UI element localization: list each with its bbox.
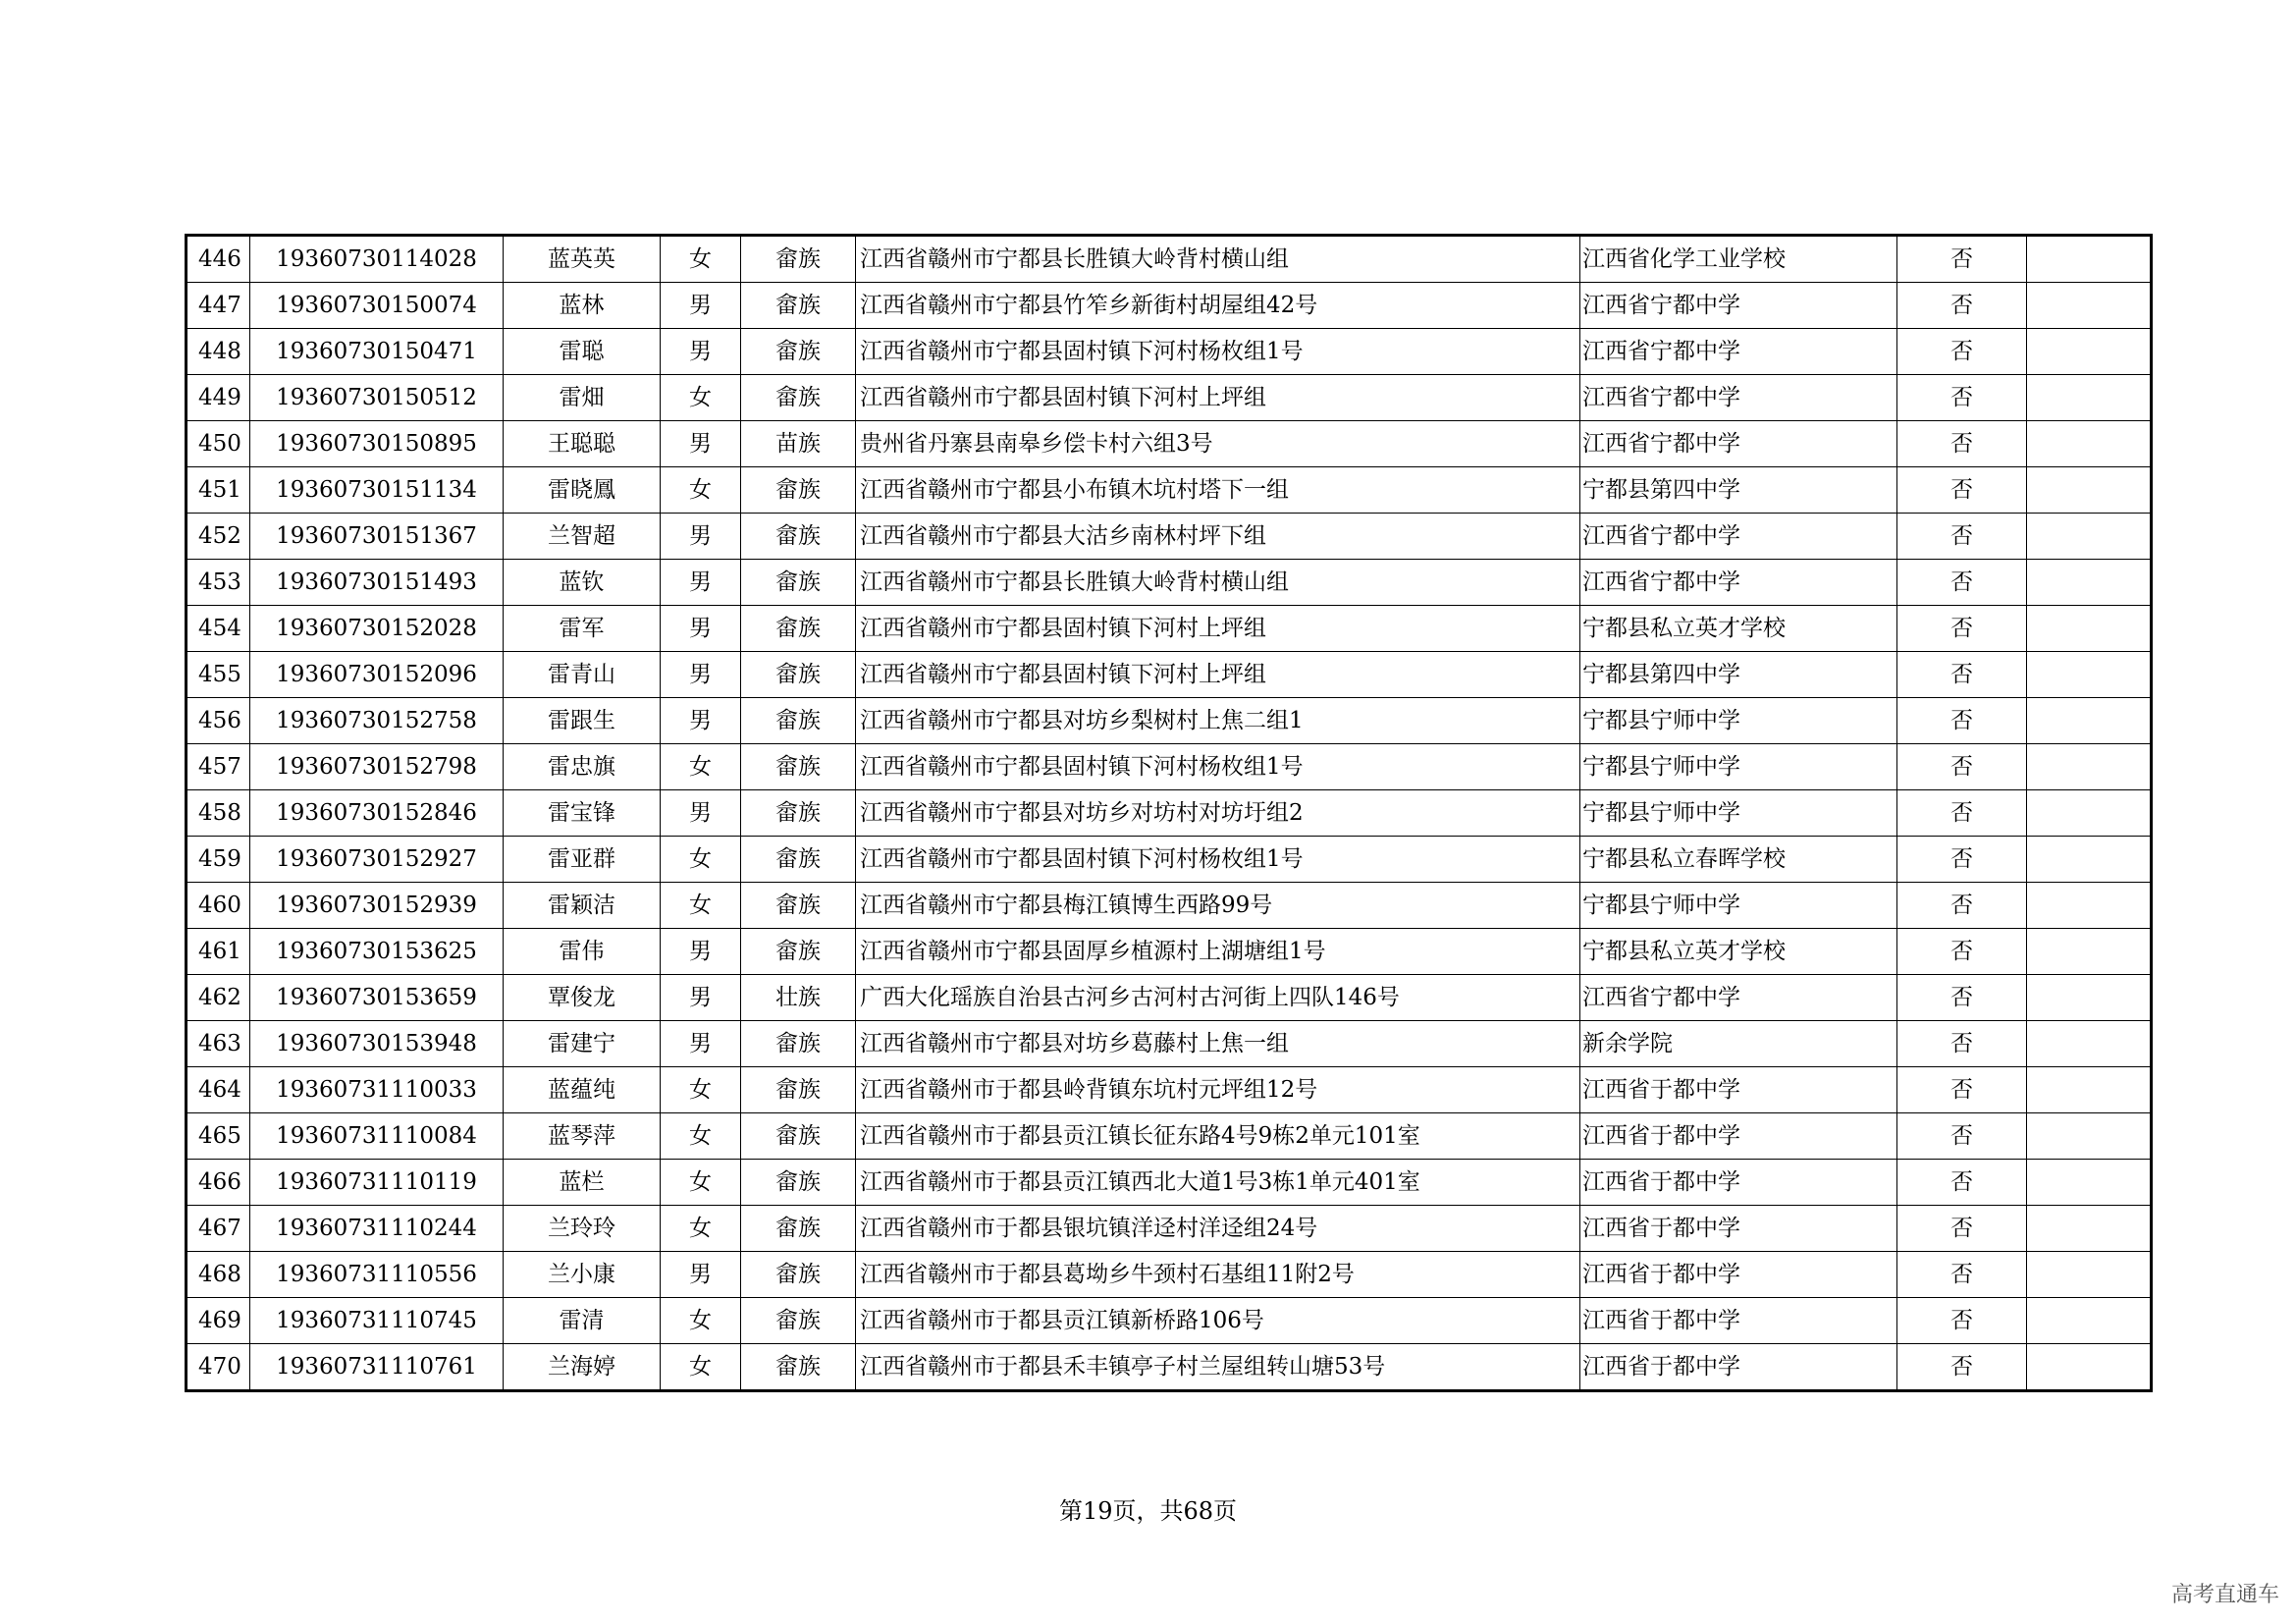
table-row: [187, 236, 2152, 283]
cell-flag: 否: [1897, 790, 2027, 837]
cell-serial-number: 470: [187, 1344, 250, 1391]
cell-school: 江西省于都中学: [1580, 1113, 1897, 1160]
cell-serial-number: 462: [187, 975, 250, 1021]
cell-flag: 否: [1897, 929, 2027, 975]
cell-ethnicity: 畲族: [741, 1252, 856, 1298]
cell-exam-id: 19360730151134: [250, 467, 504, 514]
cell-address: 江西省赣州市宁都县对坊乡对坊村对坊圩组2: [856, 790, 1580, 837]
table-row: [187, 1298, 2152, 1344]
table-row: [187, 560, 2152, 606]
watermark-text: 高考直通车: [2170, 1583, 2279, 1607]
cell-gender: 男: [661, 421, 741, 467]
cell-student-name: 蓝琴萍: [504, 1113, 661, 1160]
cell-flag: 否: [1897, 1252, 2027, 1298]
table-row: [187, 514, 2152, 560]
cell-student-name: 兰小康: [504, 1252, 661, 1298]
cell-serial-number: 456: [187, 698, 250, 744]
cell-serial-number: 448: [187, 329, 250, 375]
cell-exam-id: 19360730152939: [250, 883, 504, 929]
cell-ethnicity: 畲族: [741, 514, 856, 560]
cell-school: 江西省宁都中学: [1580, 421, 1897, 467]
cell-exam-id: 19360731110556: [250, 1252, 504, 1298]
cell-remark: [2027, 375, 2152, 421]
cell-school: 江西省宁都中学: [1580, 329, 1897, 375]
cell-flag: 否: [1897, 1067, 2027, 1113]
table-row: [187, 975, 2152, 1021]
cell-address: 江西省赣州市于都县岭背镇东坑村元坪组12号: [856, 1067, 1580, 1113]
cell-exam-id: 19360731110745: [250, 1298, 504, 1344]
cell-student-name: 雷颖洁: [504, 883, 661, 929]
cell-exam-id: 19360730153625: [250, 929, 504, 975]
cell-ethnicity: 畲族: [741, 929, 856, 975]
cell-flag: 否: [1897, 283, 2027, 329]
cell-remark: [2027, 329, 2152, 375]
cell-serial-number: 467: [187, 1206, 250, 1252]
cell-gender: 女: [661, 1067, 741, 1113]
cell-exam-id: 19360730152096: [250, 652, 504, 698]
cell-school: 江西省宁都中学: [1580, 375, 1897, 421]
cell-address: 江西省赣州市宁都县对坊乡葛藤村上焦一组: [856, 1021, 1580, 1067]
cell-ethnicity: 畲族: [741, 1160, 856, 1206]
cell-ethnicity: 畲族: [741, 329, 856, 375]
cell-gender: 男: [661, 698, 741, 744]
table-row: [187, 790, 2152, 837]
cell-serial-number: 447: [187, 283, 250, 329]
cell-school: 宁都县宁师中学: [1580, 744, 1897, 790]
cell-gender: 女: [661, 1206, 741, 1252]
cell-ethnicity: 畲族: [741, 1113, 856, 1160]
cell-student-name: 兰海婷: [504, 1344, 661, 1391]
cell-flag: 否: [1897, 514, 2027, 560]
cell-flag: 否: [1897, 421, 2027, 467]
table-row: [187, 467, 2152, 514]
table-row: [187, 1021, 2152, 1067]
cell-school: 江西省于都中学: [1580, 1344, 1897, 1391]
cell-remark: [2027, 1206, 2152, 1252]
cell-address: 广西大化瑶族自治县古河乡古河村古河街上四队146号: [856, 975, 1580, 1021]
cell-student-name: 王聪聪: [504, 421, 661, 467]
cell-address: 江西省赣州市于都县贡江镇新桥路106号: [856, 1298, 1580, 1344]
table-row: [187, 652, 2152, 698]
cell-remark: [2027, 929, 2152, 975]
cell-address: 江西省赣州市宁都县固村镇下河村上坪组: [856, 375, 1580, 421]
cell-ethnicity: 畲族: [741, 1206, 856, 1252]
cell-exam-id: 19360731110119: [250, 1160, 504, 1206]
cell-flag: 否: [1897, 1206, 2027, 1252]
cell-gender: 女: [661, 1344, 741, 1391]
cell-gender: 男: [661, 929, 741, 975]
cell-flag: 否: [1897, 1344, 2027, 1391]
cell-exam-id: 19360730152028: [250, 606, 504, 652]
cell-school: 宁都县第四中学: [1580, 467, 1897, 514]
cell-gender: 男: [661, 1252, 741, 1298]
cell-flag: 否: [1897, 606, 2027, 652]
cell-school: 江西省于都中学: [1580, 1067, 1897, 1113]
cell-remark: [2027, 236, 2152, 283]
cell-student-name: 兰智超: [504, 514, 661, 560]
cell-exam-id: 19360730150471: [250, 329, 504, 375]
cell-ethnicity: 畲族: [741, 467, 856, 514]
cell-serial-number: 458: [187, 790, 250, 837]
cell-address: 江西省赣州市宁都县小布镇木坑村塔下一组: [856, 467, 1580, 514]
cell-ethnicity: 畲族: [741, 1298, 856, 1344]
cell-ethnicity: 壮族: [741, 975, 856, 1021]
cell-flag: 否: [1897, 467, 2027, 514]
cell-exam-id: 19360730153948: [250, 1021, 504, 1067]
table-row: [187, 744, 2152, 790]
cell-address: 江西省赣州市于都县贡江镇西北大道1号3栋1单元401室: [856, 1160, 1580, 1206]
cell-address: 江西省赣州市宁都县固村镇下河村杨枚组1号: [856, 744, 1580, 790]
cell-address: 江西省赣州市宁都县固村镇下河村上坪组: [856, 652, 1580, 698]
cell-student-name: 雷亚群: [504, 837, 661, 883]
cell-gender: 男: [661, 652, 741, 698]
cell-gender: 女: [661, 1160, 741, 1206]
cell-address: 江西省赣州市于都县葛坳乡牛颈村石基组11附2号: [856, 1252, 1580, 1298]
cell-flag: 否: [1897, 837, 2027, 883]
cell-gender: 男: [661, 606, 741, 652]
cell-address: 江西省赣州市宁都县梅江镇博生西路99号: [856, 883, 1580, 929]
cell-address: 江西省赣州市宁都县竹笮乡新街村胡屋组42号: [856, 283, 1580, 329]
cell-student-name: 覃俊龙: [504, 975, 661, 1021]
cell-school: 江西省于都中学: [1580, 1252, 1897, 1298]
cell-address: 江西省赣州市宁都县固村镇下河村上坪组: [856, 606, 1580, 652]
table-row: [187, 329, 2152, 375]
cell-school: 江西省于都中学: [1580, 1160, 1897, 1206]
cell-gender: 男: [661, 975, 741, 1021]
cell-school: 新余学院: [1580, 1021, 1897, 1067]
cell-serial-number: 455: [187, 652, 250, 698]
cell-ethnicity: 畲族: [741, 1021, 856, 1067]
cell-serial-number: 469: [187, 1298, 250, 1344]
cell-exam-id: 19360731110033: [250, 1067, 504, 1113]
table-row: [187, 606, 2152, 652]
cell-school: 宁都县私立英才学校: [1580, 929, 1897, 975]
cell-address: 江西省赣州市宁都县长胜镇大岭背村横山组: [856, 236, 1580, 283]
cell-ethnicity: 畲族: [741, 1344, 856, 1391]
cell-remark: [2027, 283, 2152, 329]
cell-gender: 男: [661, 283, 741, 329]
table-row: [187, 1206, 2152, 1252]
cell-serial-number: 450: [187, 421, 250, 467]
cell-ethnicity: 畲族: [741, 560, 856, 606]
cell-ethnicity: 畲族: [741, 283, 856, 329]
cell-student-name: 蓝钦: [504, 560, 661, 606]
cell-remark: [2027, 1344, 2152, 1391]
cell-ethnicity: 畲族: [741, 790, 856, 837]
cell-gender: 男: [661, 329, 741, 375]
table-row: [187, 283, 2152, 329]
cell-ethnicity: 畲族: [741, 652, 856, 698]
cell-remark: [2027, 1252, 2152, 1298]
cell-exam-id: 19360730114028: [250, 236, 504, 283]
cell-ethnicity: 畲族: [741, 236, 856, 283]
cell-student-name: 雷宝锋: [504, 790, 661, 837]
cell-exam-id: 19360730153659: [250, 975, 504, 1021]
cell-serial-number: 464: [187, 1067, 250, 1113]
cell-student-name: 蓝蕴纯: [504, 1067, 661, 1113]
cell-flag: 否: [1897, 1160, 2027, 1206]
cell-remark: [2027, 744, 2152, 790]
cell-exam-id: 19360731110084: [250, 1113, 504, 1160]
cell-serial-number: 453: [187, 560, 250, 606]
cell-student-name: 雷青山: [504, 652, 661, 698]
cell-exam-id: 19360730150074: [250, 283, 504, 329]
cell-gender: 男: [661, 790, 741, 837]
cell-flag: 否: [1897, 236, 2027, 283]
cell-gender: 男: [661, 514, 741, 560]
table-row: [187, 1113, 2152, 1160]
cell-address: 江西省赣州市于都县禾丰镇亭子村兰屋组转山塘53号: [856, 1344, 1580, 1391]
cell-remark: [2027, 883, 2152, 929]
cell-school: 江西省化学工业学校: [1580, 236, 1897, 283]
cell-remark: [2027, 837, 2152, 883]
cell-address: 江西省赣州市于都县银坑镇洋迳村洋迳组24号: [856, 1206, 1580, 1252]
table-row: [187, 929, 2152, 975]
cell-flag: 否: [1897, 375, 2027, 421]
cell-student-name: 雷建宁: [504, 1021, 661, 1067]
student-roster-table: [185, 234, 2153, 1392]
cell-remark: [2027, 1160, 2152, 1206]
cell-student-name: 雷跟生: [504, 698, 661, 744]
cell-school: 宁都县私立英才学校: [1580, 606, 1897, 652]
cell-serial-number: 459: [187, 837, 250, 883]
cell-flag: 否: [1897, 698, 2027, 744]
cell-student-name: 雷清: [504, 1298, 661, 1344]
cell-remark: [2027, 514, 2152, 560]
cell-student-name: 雷晓鳳: [504, 467, 661, 514]
cell-serial-number: 460: [187, 883, 250, 929]
cell-student-name: 蓝栏: [504, 1160, 661, 1206]
cell-student-name: 蓝林: [504, 283, 661, 329]
cell-exam-id: 19360731110761: [250, 1344, 504, 1391]
cell-remark: [2027, 467, 2152, 514]
cell-student-name: 雷忠旗: [504, 744, 661, 790]
cell-gender: 女: [661, 467, 741, 514]
cell-flag: 否: [1897, 883, 2027, 929]
cell-address: 江西省赣州市宁都县对坊乡梨树村上焦二组1: [856, 698, 1580, 744]
cell-school: 宁都县第四中学: [1580, 652, 1897, 698]
cell-gender: 女: [661, 1113, 741, 1160]
cell-address: 江西省赣州市宁都县固村镇下河村杨枚组1号: [856, 329, 1580, 375]
cell-gender: 男: [661, 560, 741, 606]
cell-remark: [2027, 652, 2152, 698]
cell-school: 江西省于都中学: [1580, 1298, 1897, 1344]
cell-remark: [2027, 1021, 2152, 1067]
cell-serial-number: 451: [187, 467, 250, 514]
cell-exam-id: 19360730151493: [250, 560, 504, 606]
cell-exam-id: 19360730150895: [250, 421, 504, 467]
cell-flag: 否: [1897, 329, 2027, 375]
table-row: [187, 883, 2152, 929]
cell-address: 江西省赣州市宁都县固村镇下河村杨枚组1号: [856, 837, 1580, 883]
cell-exam-id: 19360730152927: [250, 837, 504, 883]
cell-serial-number: 446: [187, 236, 250, 283]
cell-flag: 否: [1897, 560, 2027, 606]
cell-school: 宁都县宁师中学: [1580, 883, 1897, 929]
cell-exam-id: 19360731110244: [250, 1206, 504, 1252]
table-row: [187, 1344, 2152, 1391]
cell-school: 江西省宁都中学: [1580, 514, 1897, 560]
cell-address: 江西省赣州市宁都县固厚乡植源村上湖塘组1号: [856, 929, 1580, 975]
cell-remark: [2027, 421, 2152, 467]
table-row: [187, 1067, 2152, 1113]
cell-remark: [2027, 790, 2152, 837]
page-number: 第19页，共68页: [1058, 1497, 1238, 1525]
cell-school: 江西省宁都中学: [1580, 283, 1897, 329]
cell-ethnicity: 畲族: [741, 1067, 856, 1113]
table-row: [187, 837, 2152, 883]
cell-remark: [2027, 1113, 2152, 1160]
cell-flag: 否: [1897, 1113, 2027, 1160]
cell-school: 江西省宁都中学: [1580, 975, 1897, 1021]
cell-flag: 否: [1897, 1021, 2027, 1067]
cell-address: 江西省赣州市于都县贡江镇长征东路4号9栋2单元101室: [856, 1113, 1580, 1160]
table-row: [187, 1160, 2152, 1206]
cell-flag: 否: [1897, 744, 2027, 790]
cell-remark: [2027, 560, 2152, 606]
cell-serial-number: 468: [187, 1252, 250, 1298]
cell-student-name: 雷聪: [504, 329, 661, 375]
cell-gender: 女: [661, 744, 741, 790]
cell-ethnicity: 畲族: [741, 375, 856, 421]
cell-student-name: 雷畑: [504, 375, 661, 421]
cell-gender: 女: [661, 375, 741, 421]
cell-flag: 否: [1897, 1298, 2027, 1344]
cell-serial-number: 461: [187, 929, 250, 975]
cell-remark: [2027, 1298, 2152, 1344]
cell-exam-id: 19360730151367: [250, 514, 504, 560]
cell-serial-number: 465: [187, 1113, 250, 1160]
table-row: [187, 375, 2152, 421]
cell-school: 宁都县宁师中学: [1580, 698, 1897, 744]
cell-exam-id: 19360730152798: [250, 744, 504, 790]
cell-address: 江西省赣州市宁都县大沽乡南林村坪下组: [856, 514, 1580, 560]
cell-school: 江西省宁都中学: [1580, 560, 1897, 606]
cell-remark: [2027, 698, 2152, 744]
cell-address: 贵州省丹寨县南皋乡偿卡村六组3号: [856, 421, 1580, 467]
cell-gender: 女: [661, 883, 741, 929]
cell-gender: 女: [661, 1298, 741, 1344]
cell-student-name: 兰玲玲: [504, 1206, 661, 1252]
cell-serial-number: 454: [187, 606, 250, 652]
cell-student-name: 雷伟: [504, 929, 661, 975]
cell-remark: [2027, 606, 2152, 652]
cell-serial-number: 457: [187, 744, 250, 790]
cell-exam-id: 19360730152758: [250, 698, 504, 744]
cell-ethnicity: 畲族: [741, 837, 856, 883]
cell-gender: 女: [661, 837, 741, 883]
cell-ethnicity: 苗族: [741, 421, 856, 467]
cell-serial-number: 466: [187, 1160, 250, 1206]
cell-ethnicity: 畲族: [741, 606, 856, 652]
cell-student-name: 蓝英英: [504, 236, 661, 283]
cell-exam-id: 19360730150512: [250, 375, 504, 421]
cell-gender: 女: [661, 236, 741, 283]
cell-school: 宁都县宁师中学: [1580, 790, 1897, 837]
cell-ethnicity: 畲族: [741, 744, 856, 790]
cell-exam-id: 19360730152846: [250, 790, 504, 837]
cell-remark: [2027, 975, 2152, 1021]
table-row: [187, 698, 2152, 744]
cell-serial-number: 463: [187, 1021, 250, 1067]
cell-remark: [2027, 1067, 2152, 1113]
cell-student-name: 雷军: [504, 606, 661, 652]
cell-flag: 否: [1897, 652, 2027, 698]
cell-school: 宁都县私立春晖学校: [1580, 837, 1897, 883]
roster-body: [187, 236, 2152, 1391]
table-row: [187, 421, 2152, 467]
cell-serial-number: 449: [187, 375, 250, 421]
cell-ethnicity: 畲族: [741, 698, 856, 744]
cell-gender: 男: [661, 1021, 741, 1067]
cell-flag: 否: [1897, 975, 2027, 1021]
cell-address: 江西省赣州市宁都县长胜镇大岭背村横山组: [856, 560, 1580, 606]
cell-serial-number: 452: [187, 514, 250, 560]
cell-ethnicity: 畲族: [741, 883, 856, 929]
cell-school: 江西省于都中学: [1580, 1206, 1897, 1252]
table-row: [187, 1252, 2152, 1298]
